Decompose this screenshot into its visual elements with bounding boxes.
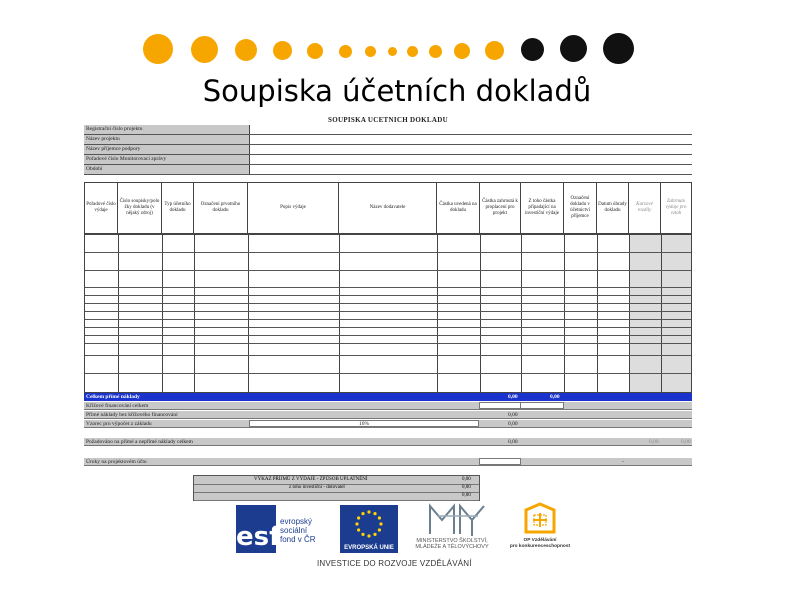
dot-orange: [143, 34, 173, 64]
msmt-text-line: MINISTERSTVO ŠKOLSTVÍ,: [416, 538, 488, 544]
grid-line: [629, 235, 630, 392]
msmt-text-line: MLÁDEŽE A TĚLOVÝCHOVY: [415, 544, 489, 550]
dot-orange: [339, 45, 352, 58]
info-row: [84, 155, 692, 165]
op-text: [504, 538, 576, 549]
grid-line: [85, 270, 691, 271]
grid-line: [248, 235, 249, 392]
grid-line: [85, 252, 691, 253]
info-label: Období: [84, 165, 250, 174]
msmt-text: [402, 538, 502, 550]
direct-costs-value: 0,00: [550, 394, 560, 400]
summary-row: [84, 438, 692, 446]
esf-text: [280, 517, 316, 544]
column-header: Označení prvotního dokladu: [193, 182, 248, 234]
grid-line: [194, 235, 195, 392]
decorative-dots-row: [0, 30, 794, 70]
grid-line: [85, 311, 691, 312]
op-text-line: pro konkurenceschopnost: [509, 543, 571, 549]
sub-table-header: VÝKAZ PŘÍJMŮ Z VÝDAJE - ZPŮSOB UPLATNĚNÍ: [254, 477, 368, 482]
grid-line: [661, 235, 662, 392]
info-row: [84, 165, 692, 175]
summary-value: 0,00: [508, 412, 518, 418]
eu-logo: [340, 505, 398, 553]
value-cell: [479, 458, 521, 465]
op-text-line: OP Vzdělávání: [523, 538, 557, 543]
info-label: Název projektu: [84, 135, 250, 144]
sub-table-value: 0,00: [462, 485, 471, 490]
spacer-row: [84, 447, 692, 455]
info-row: [84, 135, 692, 145]
msmt-logo: [402, 500, 502, 552]
sub-table-value: 0,00: [462, 493, 471, 498]
dot-orange: [407, 46, 418, 57]
column-header: Kurzové rozdíly: [628, 182, 661, 234]
grid-line: [480, 235, 481, 392]
column-header-row: [84, 182, 692, 234]
esf-text-line: fond v ČR: [280, 535, 316, 544]
direct-costs-value: 0,00: [508, 394, 518, 400]
summary-label: Požadováno na přímé a nepřímé náklady celkem: [86, 439, 193, 445]
esf-mark: esf: [236, 505, 276, 553]
dot-orange: [485, 41, 504, 60]
dot-orange: [429, 45, 442, 58]
dot-orange: [307, 43, 323, 59]
column-header: Zahrnuto výdaje pro vztah: [660, 182, 692, 234]
direct-costs-label: Celkem přímé náklady: [86, 394, 140, 400]
column-header: Označení dokladu v účetnictví příjemce: [563, 182, 597, 234]
column-header: Částka uvedená na dokladu: [436, 182, 480, 234]
project-info-block: [84, 125, 692, 175]
summary-value: 0,00: [508, 421, 518, 427]
spacer-row: [84, 429, 692, 437]
summary-row: [84, 458, 692, 466]
summary-value: 0,00: [649, 439, 659, 445]
summary-label: Přímé náklady bez křížového financování: [86, 412, 178, 418]
info-label: Název příjemce podpory: [84, 145, 250, 154]
grid-line: [85, 303, 691, 304]
esf-text-line: evropský: [280, 517, 313, 526]
dot-orange: [365, 46, 376, 57]
slide-title: Soupiska účetních dokladů: [202, 74, 592, 108]
column-header: Popis výdaje: [247, 182, 339, 234]
column-header: Pořadové číslo výdaje: [84, 182, 118, 234]
info-label: Pořadové číslo Monitorovací zprávy: [84, 155, 250, 164]
summary-value: 0,00: [681, 439, 691, 445]
dot-orange: [273, 41, 292, 60]
dot-dark: [560, 35, 587, 62]
grid-line: [437, 235, 438, 392]
column-header: Typ účetního dokladu: [161, 182, 194, 234]
column-header: Datum úhrady dokladu: [596, 182, 629, 234]
msmt-mark-icon: [426, 502, 486, 538]
info-row: [84, 125, 692, 135]
column-header: Z toho částka připadající na investiční výdaje: [520, 182, 564, 234]
shaded-columns: [629, 235, 691, 392]
column-header: Název dodavatele: [338, 182, 437, 234]
eu-flag-icon: [340, 505, 398, 543]
percent-cell: 10%: [249, 420, 479, 427]
investice-footer: INVESTICE DO ROZVOJE VZDĚLÁVÁNÍ: [317, 559, 472, 568]
grid-line: [85, 373, 691, 374]
summary-row: [84, 420, 692, 428]
summary-value: 0,00: [508, 439, 518, 445]
sub-table-label: z toho investiční - dotovatel: [289, 485, 345, 490]
grid-line: [85, 287, 691, 288]
entries-grid: [84, 234, 692, 393]
grid-line: [85, 355, 691, 356]
sub-table-value: 0,00: [462, 477, 471, 482]
sheet-title: SOUPISKA UCETNICH DOKLADU: [328, 116, 448, 124]
summary-label: Křížové financování celkem: [86, 403, 149, 409]
spreadsheet-image: [84, 113, 692, 470]
grid-line: [85, 295, 691, 296]
column-header: Částka zahrnutá k proplacení pro projekt: [479, 182, 521, 234]
dot-orange: [388, 47, 397, 56]
grid-line: [597, 235, 598, 392]
summary-row: [84, 411, 692, 419]
grid-line: [564, 235, 565, 392]
dot-dark: [603, 33, 634, 64]
esf-logo: [236, 505, 331, 553]
dot-orange: [235, 39, 257, 61]
info-row: [84, 145, 692, 155]
dot-orange: [454, 43, 470, 59]
dot-orange: [191, 36, 218, 63]
grid-line: [162, 235, 163, 392]
value-cell: [479, 402, 521, 409]
info-label: Registrační číslo projektu: [84, 125, 250, 134]
grid-line: [339, 235, 340, 392]
direct-costs-row: [84, 393, 692, 401]
esf-text-line: sociální: [280, 526, 308, 535]
grid-line: [85, 343, 691, 344]
grid-line: [85, 327, 691, 328]
summary-row: [84, 402, 692, 410]
column-header: Číslo soupisky/polo žky dokladu (v nějaký zdroj): [117, 182, 162, 234]
summary-label: Vzorec pro výpočet z základu: [86, 421, 152, 427]
op-logo: [504, 502, 576, 554]
grid-line: [118, 235, 119, 392]
grid-line: [85, 335, 691, 336]
grid-line: [521, 235, 522, 392]
sub-table: [193, 475, 480, 501]
value-cell: [520, 402, 564, 409]
dot-dark: [521, 38, 544, 61]
eu-text: EVROPSKÁ UNIE: [340, 543, 398, 553]
op-mark-icon: [520, 502, 560, 536]
summary-label: Úroky na projektovém účtu: [86, 459, 147, 465]
grid-line: [85, 319, 691, 320]
summary-dash: -: [622, 459, 624, 465]
